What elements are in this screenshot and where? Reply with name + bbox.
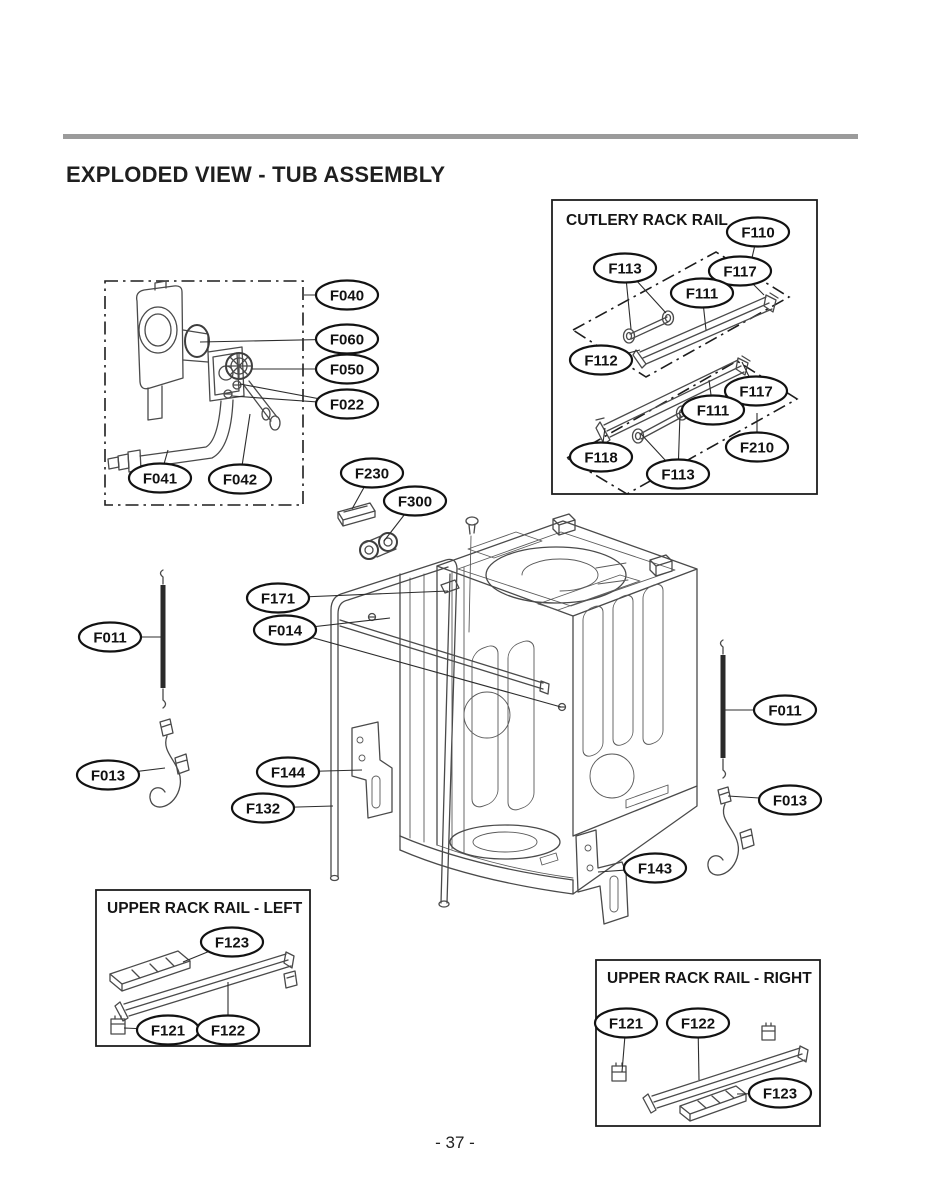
part-number-label: F060: [329, 331, 365, 349]
cutlery-rack-rail-title: CUTLERY RACK RAIL: [566, 212, 728, 229]
part-number-label: F118: [584, 449, 618, 467]
callout-F123: [201, 928, 263, 957]
bracket-f143-art: [576, 830, 628, 924]
callout-F042: [209, 465, 271, 494]
callout-F300: [384, 487, 446, 516]
vent-cap-art: [226, 353, 252, 379]
rail-left-slide-art: [115, 952, 297, 1021]
callout-F111: [682, 396, 744, 425]
part-number-label: F040: [329, 287, 365, 305]
callout-F013: [759, 786, 821, 815]
part-number-label: F013: [90, 767, 126, 785]
part-number-label: F011: [768, 702, 802, 720]
callout-F022: [316, 390, 378, 419]
part-number-label: F171: [260, 590, 296, 608]
spring-right-art: [721, 640, 726, 778]
callout-F113: [594, 254, 656, 283]
callout-F143: [624, 854, 686, 883]
part-number-label: F112: [584, 352, 618, 370]
callout-F122: [197, 1016, 259, 1045]
part-number-label: F042: [222, 471, 258, 489]
rail-right-ladder-art: [680, 1086, 746, 1121]
callout-F210: [726, 433, 788, 462]
leader-lines: [108, 232, 790, 1094]
part-number-label: F123: [214, 934, 250, 952]
callout-F013: [77, 761, 139, 790]
callout-F011: [754, 696, 816, 725]
part-number-label: F230: [354, 465, 390, 483]
part-number-label: F013: [772, 792, 808, 810]
callout-F111: [671, 279, 733, 308]
part-number-label: F111: [696, 402, 730, 420]
rail-left-clip-art: [111, 1016, 125, 1034]
spring-left-art: [161, 570, 166, 708]
upper-rack-rail-left-title: UPPER RACK RAIL - LEFT: [107, 900, 303, 917]
part-number-label: F121: [150, 1022, 186, 1040]
callout-F014: [254, 616, 316, 645]
part-number-label: F122: [210, 1022, 246, 1040]
callout-F122: [667, 1009, 729, 1038]
part-number-label: F123: [762, 1085, 798, 1103]
part-number-label: F110: [741, 224, 775, 242]
part-number-label: F111: [685, 285, 719, 303]
part-number-label: F113: [608, 260, 642, 278]
cord-left-art: [150, 719, 189, 807]
cord-right-art: [708, 787, 754, 875]
callout-F171: [247, 584, 309, 613]
fill-hose-art: [108, 400, 233, 472]
part-number-label: F117: [723, 263, 757, 281]
part-number-label: F210: [739, 439, 775, 457]
callout-F041: [129, 464, 191, 493]
top-rule: [63, 134, 858, 139]
part-number-label: F022: [329, 396, 365, 414]
cover-plate-art: [338, 503, 375, 526]
part-number-label: F300: [397, 493, 433, 511]
rail-right-clip-art: [612, 1063, 626, 1081]
part-number-label: F143: [637, 860, 673, 878]
callout-F060: [316, 325, 378, 354]
door-frame-art: [331, 559, 550, 907]
callout-F112: [570, 346, 632, 375]
grommet-pair-art: [360, 533, 397, 559]
part-number-label: F050: [329, 361, 365, 379]
callout-F050: [316, 355, 378, 384]
callout-F121: [595, 1009, 657, 1038]
callout-F040: [316, 281, 378, 310]
part-number-label: F132: [245, 800, 281, 818]
part-number-label: F113: [661, 466, 695, 484]
callout-F011: [79, 623, 141, 652]
callout-F144: [257, 758, 319, 787]
page-title: EXPLODED VIEW - TUB ASSEMBLY: [66, 162, 446, 187]
callout-F230: [341, 459, 403, 488]
callout-F132: [232, 794, 294, 823]
part-number-label: F122: [680, 1015, 716, 1033]
vent-bracket-art: [137, 281, 244, 420]
callout-F110: [727, 218, 789, 247]
page-number: - 37 -: [435, 1133, 475, 1152]
part-number-label: F121: [608, 1015, 644, 1033]
part-number-label: F117: [739, 383, 773, 401]
callout-F121: [137, 1016, 199, 1045]
upper-rack-rail-right-title: UPPER RACK RAIL - RIGHT: [607, 970, 812, 987]
part-number-label: F041: [142, 470, 178, 488]
rail-left-ladder-art: [110, 951, 190, 991]
callout-F113: [647, 460, 709, 489]
part-number-label: F011: [93, 629, 127, 647]
o-ring-icon: [185, 325, 209, 357]
callout-F123: [749, 1079, 811, 1108]
callout-F118: [570, 443, 632, 472]
part-number-label: F014: [267, 622, 303, 640]
part-number-label: F144: [270, 764, 306, 782]
